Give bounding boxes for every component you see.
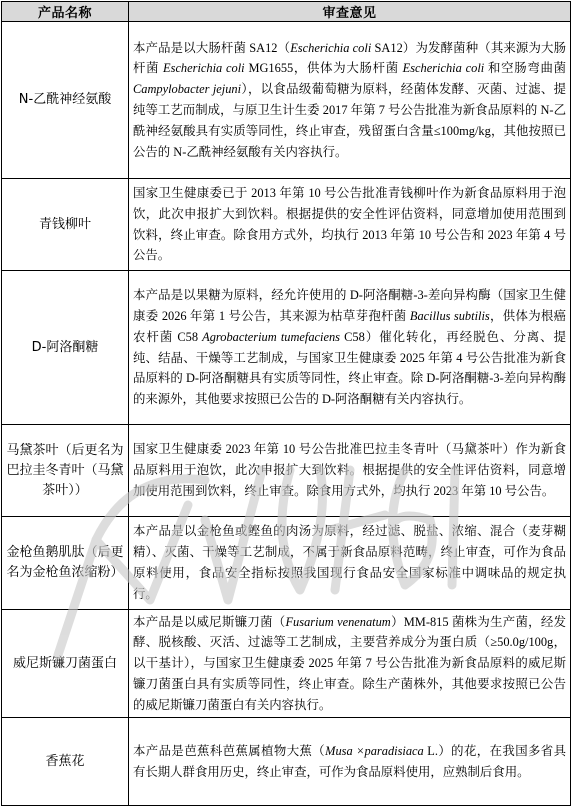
product-name-cell: D-阿洛酮糖 [2,271,129,425]
table-row [2,425,571,517]
latin-name: Musa ×paradisiaca [325,743,424,758]
header-row [2,2,571,22]
opinion-text: L.）的花，在我国多省具有长期人群食用历史，终止审查，可作为食品原料使用，应熟制后食用。 [133,743,567,779]
product-name-cell: 青钱柳叶 [2,179,129,271]
review-table [1,1,571,806]
review-opinion-cell [129,271,571,425]
review-opinion-cell [129,610,571,718]
product-name-cell: 马黛茶叶（后更名为巴拉圭冬青叶（马黛茶叶）） [2,425,129,517]
review-opinion-cell [129,718,571,806]
opinion-text: 和空肠弯曲菌 [484,61,566,76]
product-name-cell: 金枪鱼鹅肌肽（后更名为金枪鱼浓缩粉） [2,517,129,610]
table-row [2,517,571,610]
opinion-text: MG1655，供体为大肠杆菌 [244,61,403,76]
latin-name: Bacillus subtilis [409,308,490,323]
table-row [2,179,571,271]
opinion-text: 国家卫生健康委 2023 年第 10 号公告批准巴拉圭冬青叶（马黛茶叶）作为新食品原料用于泡饮，此次申报扩大到饮料。根据提供的安全性评估资料，同意增加使用范围到饮料，终止审查。除食用方式外，均执行 2023 年第 10 号公告。 [133,442,566,498]
opinion-text: C58）催化转化，再经脱色、分离、提纯、结晶、干燥等工艺制成，与国家卫生健康委 2025 年第 4 号公告批准为新食品原料的 D-阿洛酮糖具有实质等同性，终止审查。除 D-阿洛酮糖-3-差向异构酶的来源外，其他要求按照已公告的 D-阿洛酮糖有关内容执行。 [133,329,566,407]
opinion-text: 本产品是芭蕉科芭蕉属植物大蕉（ [133,743,326,758]
header-review-opinion: 审查意见 [129,2,571,22]
opinion-text: SA12）为发酵菌种（其来源为大肠杆菌 [133,40,566,76]
opinion-text: ，供体为根癌农杆菌 C58 [133,308,567,344]
table-row [2,718,571,806]
table-row [2,271,571,425]
opinion-text: 本产品是以大肠杆菌 SA12（ [133,40,291,55]
opinion-text: 国家卫生健康委已于 2013 年第 10 号公告批准青钱柳叶作为新食品原料用于泡饮，此次申报扩大到饮料。根据提供的安全性评估资料，同意增加使用范围到饮料，终止审查。除食用方式外，均执行 2013 年第 10 号公告和 2023 年第 4 号公告。 [133,185,566,263]
review-opinion-cell [129,22,571,179]
product-name-cell: 香蕉花 [2,718,129,806]
opinion-text: 本产品是以金枪鱼或鲣鱼的肉汤为原料，经过滤、脱盐、浓缩、混合（麦芽糊精）、灭菌、干燥等工艺制成，不属于新食品原料范畴，终止审查，可作为食品原料使用，食品安全指标按照我国现行食品安全国家标准中调味品的规定执行。 [133,524,566,601]
header-product-name: 产品名称 [2,2,129,22]
latin-name: Escherichia coli [163,61,245,76]
latin-name: Agrobacterium tumefaciens [202,329,341,344]
latin-name: Escherichia coli [290,40,372,55]
latin-name: Campylobacter jejuni [133,82,242,97]
review-opinion-cell [129,179,571,271]
review-opinion-cell [129,425,571,517]
product-name-cell: 威尼斯镰刀菌蛋白 [2,610,129,718]
opinion-text: 本产品是以果糖为原料，经允许使用的 D-阿洛酮糖-3-差向异构酶（国家卫生健康委 2026 年第 1 号公告，其来源为枯草芽孢杆菌 [133,288,566,323]
latin-name: Fusarium venenatum [285,614,391,629]
opinion-text: ）MM-815 菌株为生产菌，经发酵、脱核酸、灭活、过滤等工艺制成，主要营养成分为蛋白质（≥50.0g/100g，以干基计），与国家卫生健康委 2025 年第 7 号公告批准为新食品原料的威尼斯镰刀菌蛋白具有实质等同性，终止审查。除生产菌株外，其他要求按照已公告的威尼斯镰刀菌蛋白有关内容执行。 [133,614,566,712]
opinion-text: 本产品是以威尼斯镰刀菌（ [133,614,286,629]
review-opinion-cell [129,517,571,610]
opinion-text: ），以食品级葡萄糖为原料，经菌体发酵、灭菌、过滤、提纯等工艺而制成，与原卫生计生委 2017 年第 7 号公告批准为新食品原料的 N-乙酰神经氨酸具有实质等同性，终止审查，残留蛋白含量≤100mg/kg，其他按照已公告的 N-乙酰神经氨酸有关内容执行。 [133,82,566,159]
table-row [2,22,571,179]
table-row [2,610,571,718]
latin-name: Escherichia coli [402,61,485,76]
product-name-cell: N-乙酰神经氨酸 [2,22,129,179]
